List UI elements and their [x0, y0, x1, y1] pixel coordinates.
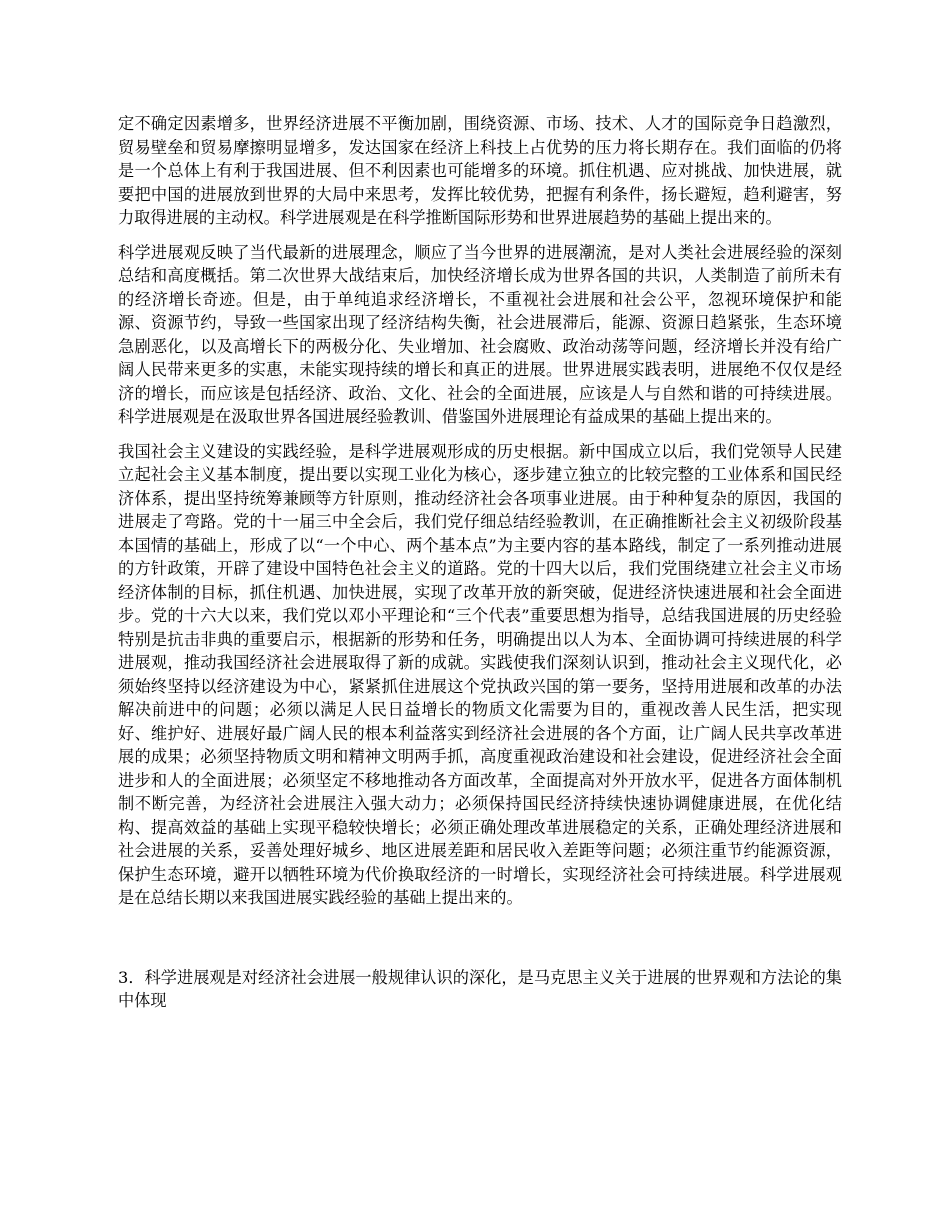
paragraph-practice-experience: 我国社会主义建设的实践经验，是科学进展观形成的历史根据。新中国成立以后，我们党领导人民建立起社会主义基本制度，提出要以实现工业化为核心，逐步建立独立的比较完整的工业体系和国民经济体系，提出坚持统筹兼顾等方针原则，推动经济社会各项事业进展。由于种种复杂的原因，我国的进展走了弯路。党的十一届三中全会后，我们党仔细总结经验教训，在正确推断社会主义初级阶段基本国情的基础上，形成了以“一个中心、两个基本点”为主要内容的基本路线，制定了一系列推动进展的方针政策，开辟了建设中国特色社会主义的道路。党的十四大以后，我们党围绕建立社会主义市场经济体制的目标，抓住机遇、加快进展，实现了改革开放的新突破，促进经济快速进展和社会全面进步。党的十六大以来，我们党以邓小平理论和“三个代表”重要思想为指导，总结我国进展的历史经验特别是抗击非典的重要启示，根据新的形势和任务，明确提出以人为本、全面协调可持续进展的科学进展观，推动我国经济社会进展取得了新的成就。实践使我们深刻认识到，推动社会主义现代化，必须始终坚持以经济建设为中心，紧紧抓住进展这个党执政兴国的第一要务，坚持用进展和改革的办法解决前进中的问题；必须以满足人民日益增长的物质文化需要为目的，重视改善人民生活，把实现好、维护好、进展好最广阔人民的根本利益落实到经济社会进展的各个方面，让广阔人民共享改革进展的成果；必须坚持物质文明和精神文明两手抓，高度重视政治建设和社会建设，促进经济社会全面进步和人的全面进展；必须坚定不移地推动各方面改革，全面提高对外开放水平，促进各方面体制机制不断完善，为经济社会进展注入强大动力；必须保持国民经济持续快速协调健康进展，在优化结构、提高效益的基础上实现平稳较快增长；必须正确处理改革进展稳定的关系，正确处理经济进展和社会进展的关系，妥善处理好城乡、地区进展差距和居民收入差距等问题；必须注重节约能源资源，保护生态环境，避开以牺牲环境为代价换取经济的一时增长，实现经济社会可持续进展。科学进展观是在总结长期以来我国进展实践经验的基础上提出来的。: [118, 441, 842, 907]
section-heading: 3．科学进展观是对经济社会进展一般规律认识的深化，是马克思主义关于进展的世界观和方法论的集中体现: [118, 967, 842, 1010]
document-page: [118, 112, 842, 1013]
paragraph-international-situation: 定不确定因素增多，世界经济进展不平衡加剧，围绕资源、市场、技术、人才的国际竞争日趋激烈，贸易壁垒和贸易摩擦明显增多，发达国家在经济上科技上占优势的压力将长期存在。我们面临的仍将是一个总体上有利于我国进展、但不利因素也可能增多的环境。抓住机遇、应对挑战、加快进展，就要把中国的进展放到世界的大局中来思考，发挥比较优势，把握有利条件，扬长避短，趋利避害，努力取得进展的主动权。科学进展观是在科学推断国际形势和世界进展趋势的基础上提出来的。: [118, 114, 842, 227]
paragraph-development-concept: 科学进展观反映了当代最新的进展理念，顺应了当今世界的进展潮流，是对人类社会进展经验的深刻总结和高度概括。第二次世界大战结束后，加快经济增长成为世界各国的共识，人类制造了前所未有的经济增长奇迹。但是，由于单纯追求经济增长，不重视社会进展和社会公平，忽视环境保护和能源、资源节约，导致一些国家出现了经济结构失衡，社会进展滞后，能源、资源日趋紧张，生态环境急剧恶化，以及高增长下的两极分化、失业增加、社会腐败、政治动荡等问题，经济增长并没有给广阔人民带来更多的实惠，未能实现持续的增长和真正的进展。世界进展实践表明，进展绝不仅仅是经济的增长，而应该是包括经济、政治、文化、社会的全面进展，应该是人与自然和谐的可持续进展。科学进展观是在汲取世界各国进展经验教训、借鉴国外进展理论有益成果的基础上提出来的。: [118, 242, 842, 426]
